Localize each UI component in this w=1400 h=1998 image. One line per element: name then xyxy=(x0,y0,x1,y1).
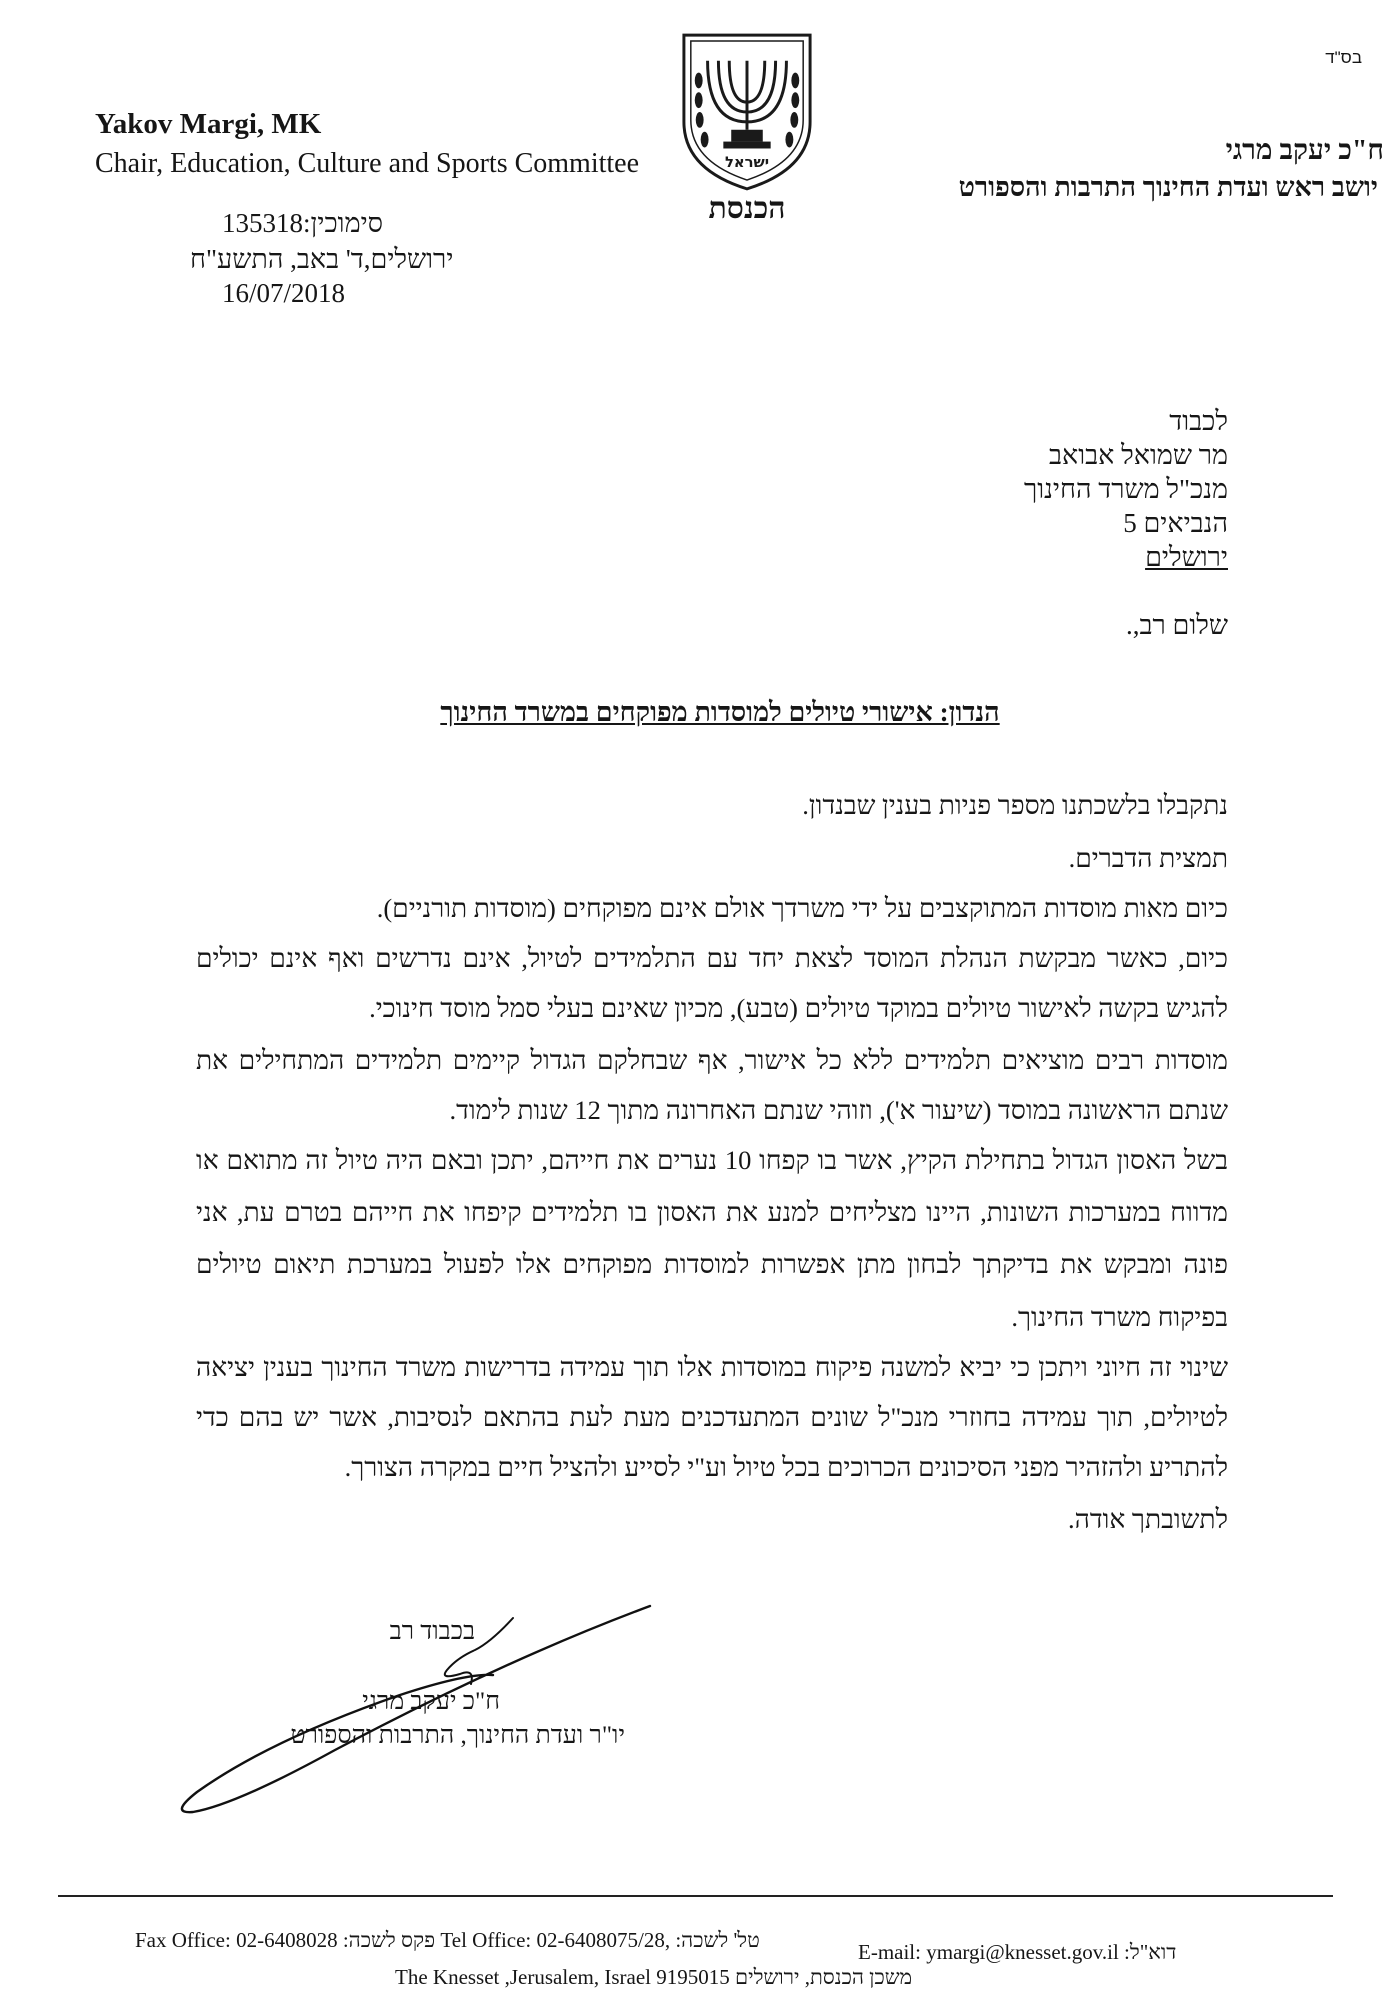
handwritten-signature xyxy=(175,1600,670,1835)
closing-name: ח"כ יעקב מרגי xyxy=(362,1688,500,1715)
footer-address: The Knesset ,Jerusalem, Israel 9195015 משכן הכנסת, ירושלים xyxy=(395,1965,913,1989)
footer-email: E-mail: ymargi@knesset.gov.il :דוא"ל xyxy=(858,1940,1177,1964)
body-line: להתריע ולהזהיר מפני הסיכונים הכרוכים בכל טיול וע"י לסייע ולהציל חיים במקרה הצורך. xyxy=(344,1452,1228,1482)
greeting: שלום רב,. xyxy=(1125,610,1228,640)
sender-title-he: יושב ראש ועדת החינוך התרבות והספורט xyxy=(958,172,1378,202)
corner-mark: בס"ד xyxy=(1325,48,1362,67)
body-line: שינוי זה חיוני ויתכן כי יביא למשנה פיקוח במוסדות אלו תוך עמידה בדרישות משרד החינוך בענין יציאה xyxy=(196,1352,1228,1382)
knesset-label: הכנסת xyxy=(708,192,786,225)
body-line: להגיש בקשה לאישור טיולים במוקד טיולים (טבע), מכיון שאינם בעלי סמל מוסד חינוכי. xyxy=(369,993,1228,1023)
recipient-role: מנכ"ל משרד החינוך xyxy=(1023,474,1228,504)
sender-name-en: Yakov Margi, MK xyxy=(95,108,322,140)
closing-title: יו"ר ועדת החינוך, התרבות והספורט xyxy=(290,1722,625,1749)
sender-title-en: Chair, Education, Culture and Sports Committee xyxy=(95,148,640,179)
body-line: כיום מאות מוסדות המתוקצבים על ידי משרדך אולם אינם מפוקחים (מוסדות תורניים). xyxy=(376,893,1228,923)
emblem-inscription: ישראל xyxy=(724,154,770,172)
recipient-city: ירושלים xyxy=(1145,542,1228,572)
body-line: שנתם הראשונה במוסד (שיעור א'), וזוהי שנתם האחרונה מתוך 12 שנות לימוד. xyxy=(449,1095,1228,1125)
body-line: נתקבלו בלשכתנו מספר פניות בענין שבנדון. xyxy=(802,790,1228,820)
body-line: כיום, כאשר מבקשת הנהלת המוסד לצאת יחד עם התלמידים לטיול, אינם נדרשים ואף אינם יכולים xyxy=(196,943,1228,973)
body-line: לטיולים, תוך עמידה בחוזרי מנכ"ל שונים המתעדכנים מעת לעת בהתאם לנסיבות, אשר יש בהם כדי xyxy=(196,1402,1228,1432)
footer-divider xyxy=(58,1895,1333,1897)
footer-contact: Fax Office: 02-6408028 :פקס לשכה Tel Office: 02-6408075/28, :טל' לשכה xyxy=(135,1928,760,1952)
sender-name-he: ח"כ יעקב מרגי xyxy=(1225,135,1384,166)
reference-number: 135318:סימוכין xyxy=(222,208,384,238)
body-line: תמצית הדברים. xyxy=(1068,843,1228,873)
recipient-name: מר שמואל אבואב xyxy=(1049,440,1228,470)
recipient-line: לכבוד xyxy=(1169,406,1228,436)
subject-line: הנדון: אישורי טיולים למוסדות מפוקחים במשרד החינוך xyxy=(440,697,1000,727)
closing-regards: בכבוד רב xyxy=(389,1618,475,1645)
hebrew-date: ירושלים,ד' באב, התשע"ח xyxy=(190,244,454,274)
body-line: בשל האסון הגדול בתחילת הקיץ, אשר בו קפחו 10 נערים את חייהם, יתכן ובאם היה טיול זה מתואם או xyxy=(196,1145,1228,1175)
knesset-emblem-icon xyxy=(678,30,816,195)
body-line: מוסדות רבים מוציאים תלמידים ללא כל אישור, אף שבחלקם הגדול קיימים תלמידים המתחילים את xyxy=(196,1045,1228,1075)
gregorian-date: 16/07/2018 xyxy=(222,278,346,308)
body-line: פונה ומבקש את בדיקתך לבחון מתן אפשרות למוסדות מפוקחים אלו לפעול במערכת תיאום טיולים xyxy=(196,1249,1228,1279)
recipient-block xyxy=(1024,404,1228,574)
body-line: לתשובתך אודה. xyxy=(1068,1504,1228,1534)
recipient-street: הנביאים 5 xyxy=(1123,508,1228,538)
body-line: בפיקוח משרד החינוך. xyxy=(1011,1302,1228,1332)
body-line: מדווח במערכות השונות, היינו מצליחים למנע את האסון בו תלמידים קיפחו את חייהם בטרם עת, אני xyxy=(196,1197,1228,1227)
